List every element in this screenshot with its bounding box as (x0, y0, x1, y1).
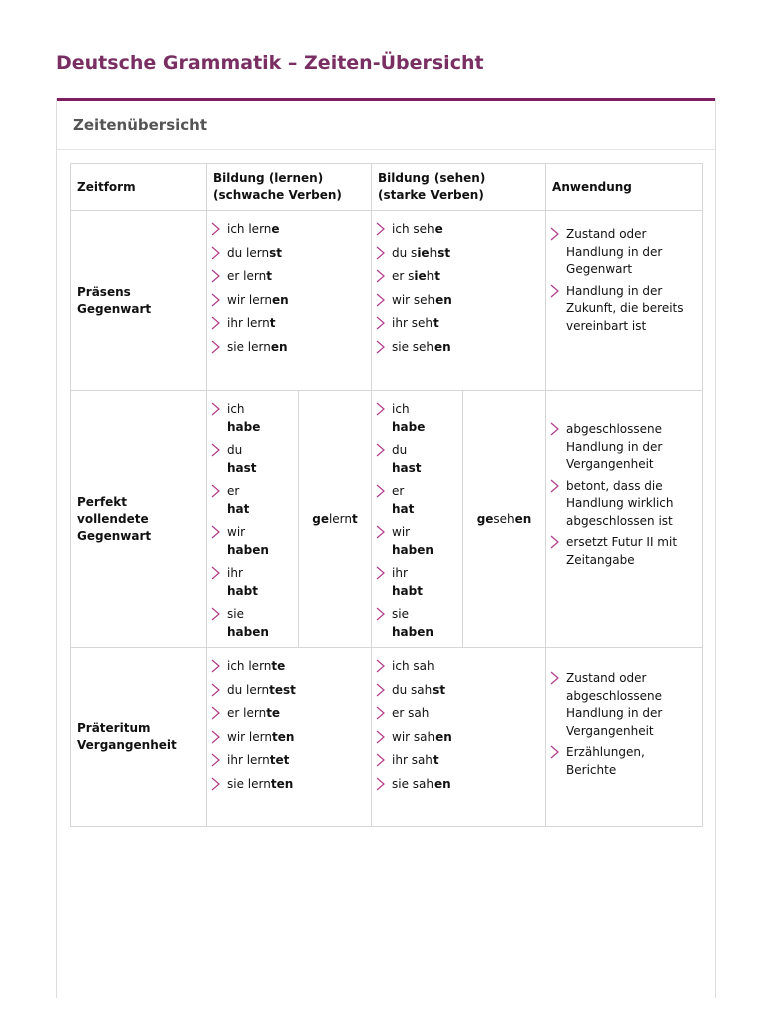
chevron-right-icon (211, 246, 220, 260)
chevron-right-icon (211, 706, 220, 720)
usage-cell (546, 648, 703, 827)
chevron-right-icon (376, 293, 385, 307)
form-item: wir lernten (211, 729, 367, 747)
form-item: ich habe (376, 401, 458, 436)
chevron-right-icon (376, 316, 385, 330)
chevron-right-icon (211, 730, 220, 744)
chevron-right-icon (211, 753, 220, 767)
section-title: Zeitenübersicht (57, 101, 715, 150)
usage-item: Erzählungen, Berichte (550, 744, 698, 779)
form-item: du hast (376, 442, 458, 477)
form-item: du hast (211, 442, 294, 477)
usage-item: Handlung in der Zukunft, die bereits vereinbart ist (550, 283, 698, 336)
table-row-perfekt (71, 391, 703, 648)
form-item: du sahst (376, 682, 541, 700)
form-item: wir sehen (376, 292, 541, 310)
table-row-praesens (71, 211, 703, 391)
form-item: ihr saht (376, 752, 541, 770)
chevron-right-icon (550, 671, 559, 685)
header-usage: Anwendung (546, 164, 703, 211)
chevron-right-icon (211, 683, 220, 697)
form-item: sie lernten (211, 776, 367, 794)
participle-cell-weak: gelernt (299, 391, 372, 648)
chevron-right-icon (211, 443, 220, 457)
chevron-right-icon (211, 566, 220, 580)
usage-cell (546, 211, 703, 391)
strong-forms-cell (372, 648, 546, 827)
chevron-right-icon (211, 222, 220, 236)
chevron-right-icon (211, 402, 220, 416)
chevron-right-icon (376, 607, 385, 621)
chevron-right-icon (376, 659, 385, 673)
usage-item: Zustand oder abgeschlossene Handlung in der Vergangenheit (550, 670, 698, 740)
chevron-right-icon (376, 484, 385, 498)
header-weak: Bildung (lernen) (schwache Verben) (207, 164, 372, 211)
chevron-right-icon (550, 535, 559, 549)
form-item: ich habe (211, 401, 294, 436)
chevron-right-icon (550, 227, 559, 241)
form-item: er lernte (211, 705, 367, 723)
chevron-right-icon (376, 683, 385, 697)
chevron-right-icon (550, 284, 559, 298)
form-item: sie haben (211, 606, 294, 641)
form-item: ihr seht (376, 315, 541, 333)
chevron-right-icon (211, 607, 220, 621)
form-item: du siehst (376, 245, 541, 263)
usage-item: abgeschlossene Handlung in der Vergangenheit (550, 421, 698, 474)
chevron-right-icon (376, 246, 385, 260)
form-item: wir lernen (211, 292, 367, 310)
chevron-right-icon (376, 443, 385, 457)
chevron-right-icon (211, 316, 220, 330)
form-item: er sieht (376, 268, 541, 286)
chevron-right-icon (550, 479, 559, 493)
form-item: er hat (211, 483, 294, 518)
chevron-right-icon (376, 525, 385, 539)
content-card (56, 98, 716, 998)
form-item: sie sahen (376, 776, 541, 794)
form-item: wir haben (376, 524, 458, 559)
chevron-right-icon (376, 269, 385, 283)
form-item: er lernt (211, 268, 367, 286)
usage-item: Zustand oder Handlung in der Gegenwart (550, 226, 698, 279)
chevron-right-icon (550, 745, 559, 759)
form-item: ich lerne (211, 221, 367, 239)
weak-forms-cell (207, 648, 372, 827)
chevron-right-icon (376, 706, 385, 720)
form-item: du lernst (211, 245, 367, 263)
chevron-right-icon (376, 730, 385, 744)
chevron-right-icon (211, 659, 220, 673)
chevron-right-icon (211, 340, 220, 354)
table-row-praeteritum (71, 648, 703, 827)
chevron-right-icon (211, 269, 220, 283)
chevron-right-icon (376, 777, 385, 791)
header-tense: Zeitform (71, 164, 207, 211)
weak-forms-cell (207, 211, 372, 391)
chevron-right-icon (550, 422, 559, 436)
tense-cell: Perfekt vollendete Gegenwart (71, 391, 207, 648)
form-item: ihr lerntet (211, 752, 367, 770)
form-item: er sah (376, 705, 541, 723)
form-item: er hat (376, 483, 458, 518)
table-header-row (71, 164, 703, 211)
usage-item: betont, dass die Handlung wirklich abgeschlossen ist (550, 478, 698, 531)
form-item: ihr habt (211, 565, 294, 600)
tense-cell: Präsens Gegenwart (71, 211, 207, 391)
chevron-right-icon (376, 566, 385, 580)
chevron-right-icon (376, 402, 385, 416)
aux-forms-cell (372, 391, 463, 648)
aux-forms-cell (207, 391, 299, 648)
form-item: ich sehe (376, 221, 541, 239)
form-item: ihr lernt (211, 315, 367, 333)
participle-cell-strong: gesehen (463, 391, 546, 648)
tense-cell: Präteritum Vergangenheit (71, 648, 207, 827)
chevron-right-icon (211, 484, 220, 498)
chevron-right-icon (376, 753, 385, 767)
tense-table (70, 163, 703, 827)
header-strong: Bildung (sehen) (starke Verben) (372, 164, 546, 211)
form-item: sie lernen (211, 339, 367, 357)
chevron-right-icon (211, 525, 220, 539)
chevron-right-icon (376, 222, 385, 236)
chevron-right-icon (211, 293, 220, 307)
chevron-right-icon (211, 777, 220, 791)
usage-item: ersetzt Futur II mit Zeitangabe (550, 534, 698, 569)
page-title: Deutsche Grammatik – Zeiten-Übersicht (56, 52, 484, 74)
usage-cell (546, 391, 703, 648)
form-item: ihr habt (376, 565, 458, 600)
strong-forms-cell (372, 211, 546, 391)
chevron-right-icon (376, 340, 385, 354)
form-item: ich lernte (211, 658, 367, 676)
form-item: wir sahen (376, 729, 541, 747)
form-item: du lerntest (211, 682, 367, 700)
form-item: sie haben (376, 606, 458, 641)
form-item: sie sehen (376, 339, 541, 357)
form-item: ich sah (376, 658, 541, 676)
form-item: wir haben (211, 524, 294, 559)
